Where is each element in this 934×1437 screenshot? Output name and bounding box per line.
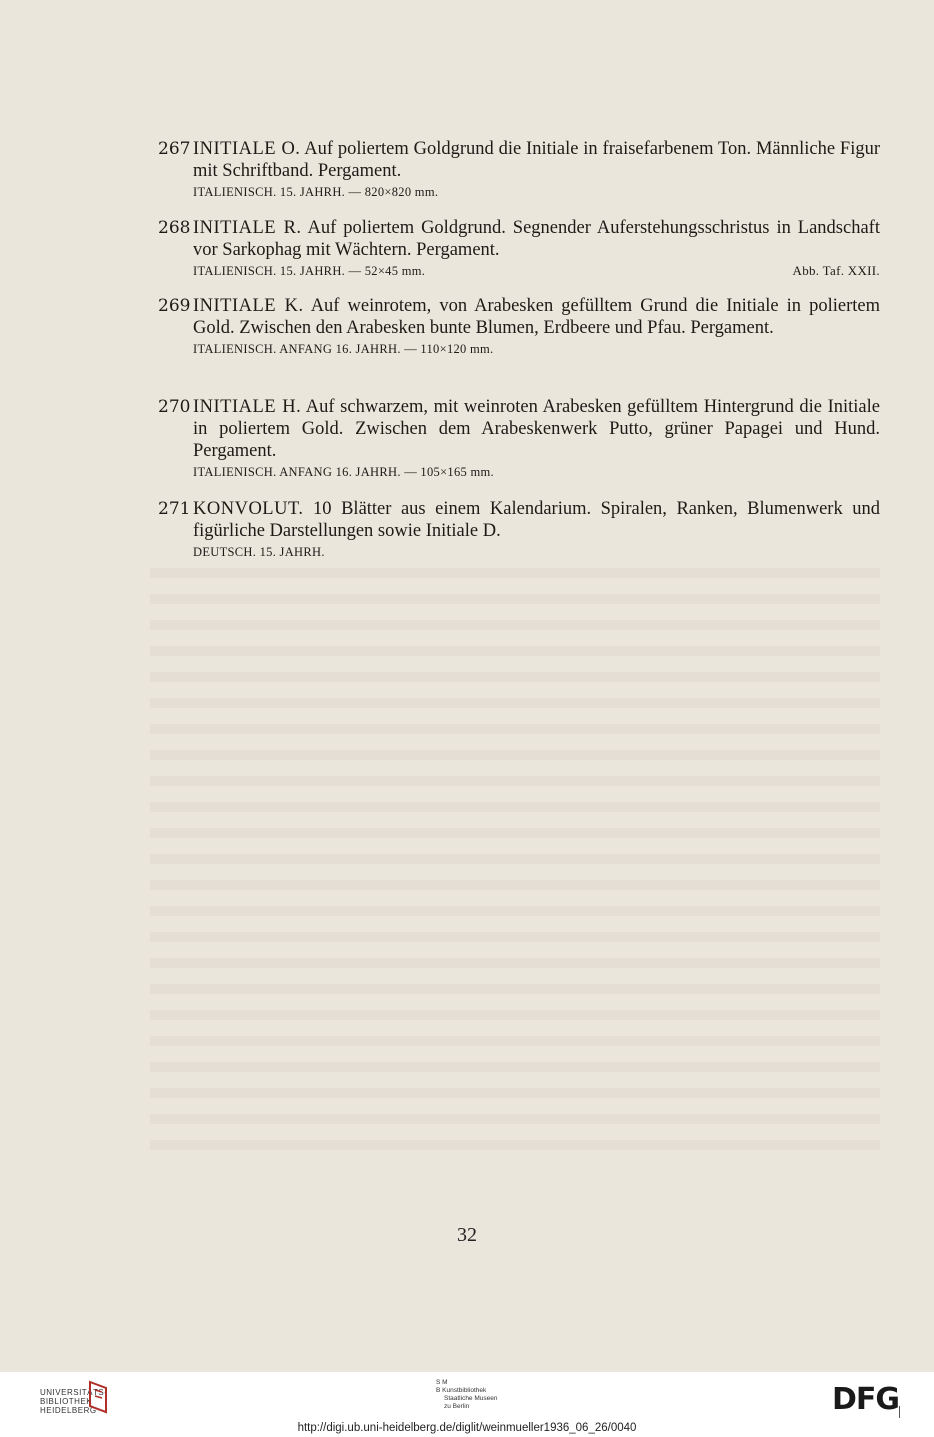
entry-number: 268 — [158, 218, 191, 238]
viewer-footer — [0, 1372, 934, 1437]
entry-title: INITIALE H. — [193, 397, 302, 417]
entry-number: 271 — [158, 499, 191, 519]
plate-reference: Abb. Taf. XXII. — [792, 263, 880, 278]
entry-meta: ITALIENISCH. ANFANG 16. JAHRH. — 110×120 mm. — [193, 342, 494, 356]
catalog-entry — [158, 138, 880, 200]
dfg-logo[interactable]: DFG — [832, 1382, 900, 1417]
entry-description: Auf poliertem Goldgrund. Segnender Auferstehungsschristus in Landschaft vor Sarkophag mit Wächtern. Pergament. — [193, 218, 880, 260]
page-number: 32 — [457, 1224, 477, 1246]
catalog-entry — [158, 217, 880, 279]
university-library-label[interactable]: UNIVERSITÄTS- BIBLIOTHEK HEIDELBERG — [40, 1388, 108, 1415]
bleed-through-text — [150, 560, 880, 1160]
divider — [899, 1406, 900, 1418]
university-logo-icon[interactable] — [86, 1380, 110, 1414]
entry-meta: ITALIENISCH. ANFANG 16. JAHRH. — 105×165 mm. — [193, 465, 494, 479]
entry-meta: DEUTSCH. 15. JAHRH. — [193, 545, 325, 559]
entry-description: Auf poliertem Goldgrund die Initiale in fraisefarbenem Ton. Männliche Figur mit Schriftband. Pergament. — [193, 139, 880, 181]
catalog-entry — [158, 295, 880, 357]
entry-title: INITIALE R. — [193, 218, 302, 238]
entry-meta: ITALIENISCH. 15. JAHRH. — 52×45 mm. — [193, 264, 426, 278]
entry-description: 10 Blätter aus einem Kalendarium. Spiralen, Ranken, Blumenwerk und figürliche Darstellungen sowie Initiale D. — [193, 499, 880, 541]
entry-title: INITIALE O. — [193, 139, 301, 159]
entry-title: INITIALE K. — [193, 296, 304, 316]
catalog-entry — [158, 396, 880, 480]
kunstbibliothek-label[interactable]: S M B Kunstbibliothek Staatliche Museen zu Berlin — [436, 1379, 498, 1410]
entry-description: Auf weinrotem, von Arabesken gefülltem Grund die Initiale in poliertem Gold. Zwischen den Arabesken bunte Blumen, Erdbeere und Pfau. Pergament. — [193, 296, 880, 338]
catalog-entry — [158, 498, 880, 560]
entry-title: KONVOLUT. — [193, 499, 304, 519]
entry-number: 269 — [158, 296, 191, 316]
entry-number: 267 — [158, 139, 191, 159]
permalink-url[interactable]: http://digi.ub.uni-heidelberg.de/diglit/weinmueller1936_06_26/0040 — [297, 1422, 637, 1434]
entry-number: 270 — [158, 397, 191, 417]
entry-description: Auf schwarzem, mit weinroten Arabesken gefülltem Hintergrund die Initiale in poliertem Gold. Zwischen dem Arabeskenwerk Putto, grüner Papagei und Hund. Pergament. — [193, 397, 880, 461]
entry-meta: ITALIENISCH. 15. JAHRH. — 820×820 mm. — [193, 185, 439, 199]
